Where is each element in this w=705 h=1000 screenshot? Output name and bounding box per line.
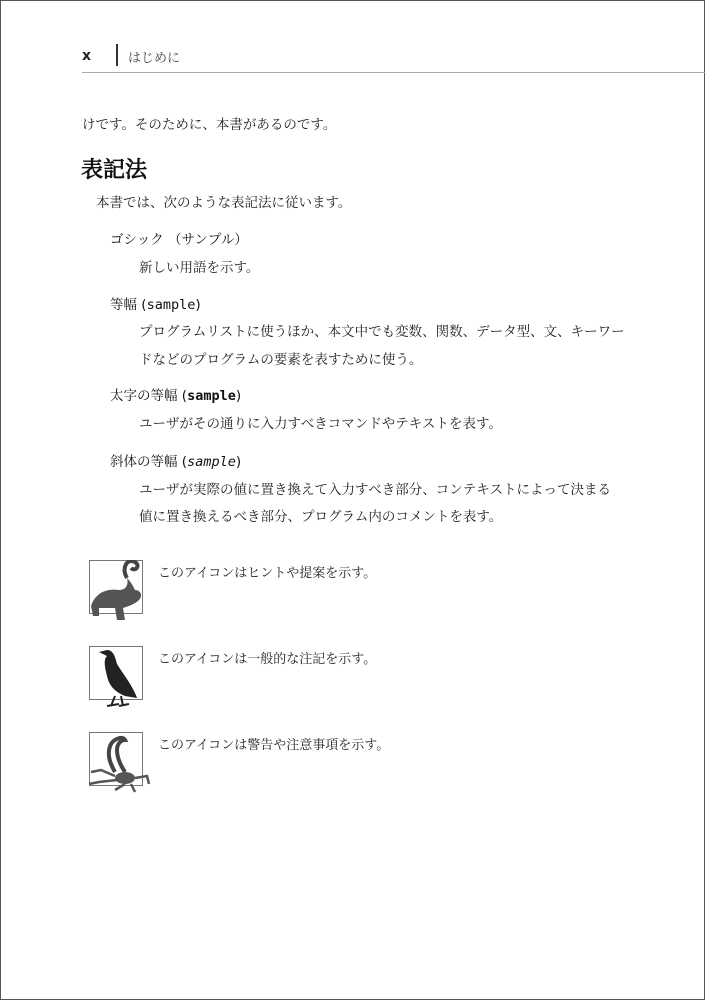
note-text: このアイコンはヒントや提案を示す。 — [158, 566, 377, 581]
scorpion-icon — [85, 732, 147, 794]
section-heading: 表記法 — [81, 158, 148, 183]
lemur-icon — [85, 560, 147, 622]
convention-description: ドなどのプログラムの要素を表すために使う。 — [139, 352, 423, 368]
convention-term-gothic: ゴシック （サンプル） — [110, 232, 248, 248]
convention-term-bold-monospace: 太字の等幅 (sample) — [110, 388, 242, 404]
header-divider — [116, 44, 118, 66]
note-text: このアイコンは警告や注意事項を示す。 — [158, 738, 390, 753]
convention-description: 値に置き換えるべき部分、プログラム内のコメントを表す。 — [139, 509, 503, 525]
page-number: x — [82, 48, 92, 64]
running-header-title: はじめに — [128, 51, 181, 66]
convention-description: ユーザが実際の値に置き換えて入力すべき部分、コンテキストによって決まる — [139, 482, 611, 498]
convention-description: プログラムリストに使うほか、本文中でも変数、関数、データ型、文、キーワー — [139, 324, 625, 340]
convention-description: 新しい用語を示す。 — [139, 260, 260, 276]
header-rule — [82, 72, 705, 73]
convention-term-italic-monospace: 斜体の等幅 (sample) — [110, 454, 242, 470]
convention-term-monospace: 等幅 (sample) — [110, 297, 201, 313]
convention-description: ユーザがその通りに入力すべきコマンドやテキストを表す。 — [139, 416, 502, 432]
note-text: このアイコンは一般的な注記を示す。 — [158, 652, 377, 667]
intro-paragraph: けです。そのために、本書があるのです。 — [82, 117, 337, 133]
section-lead: 本書では、次のような表記法に従います。 — [96, 195, 352, 211]
crow-icon — [85, 646, 147, 708]
